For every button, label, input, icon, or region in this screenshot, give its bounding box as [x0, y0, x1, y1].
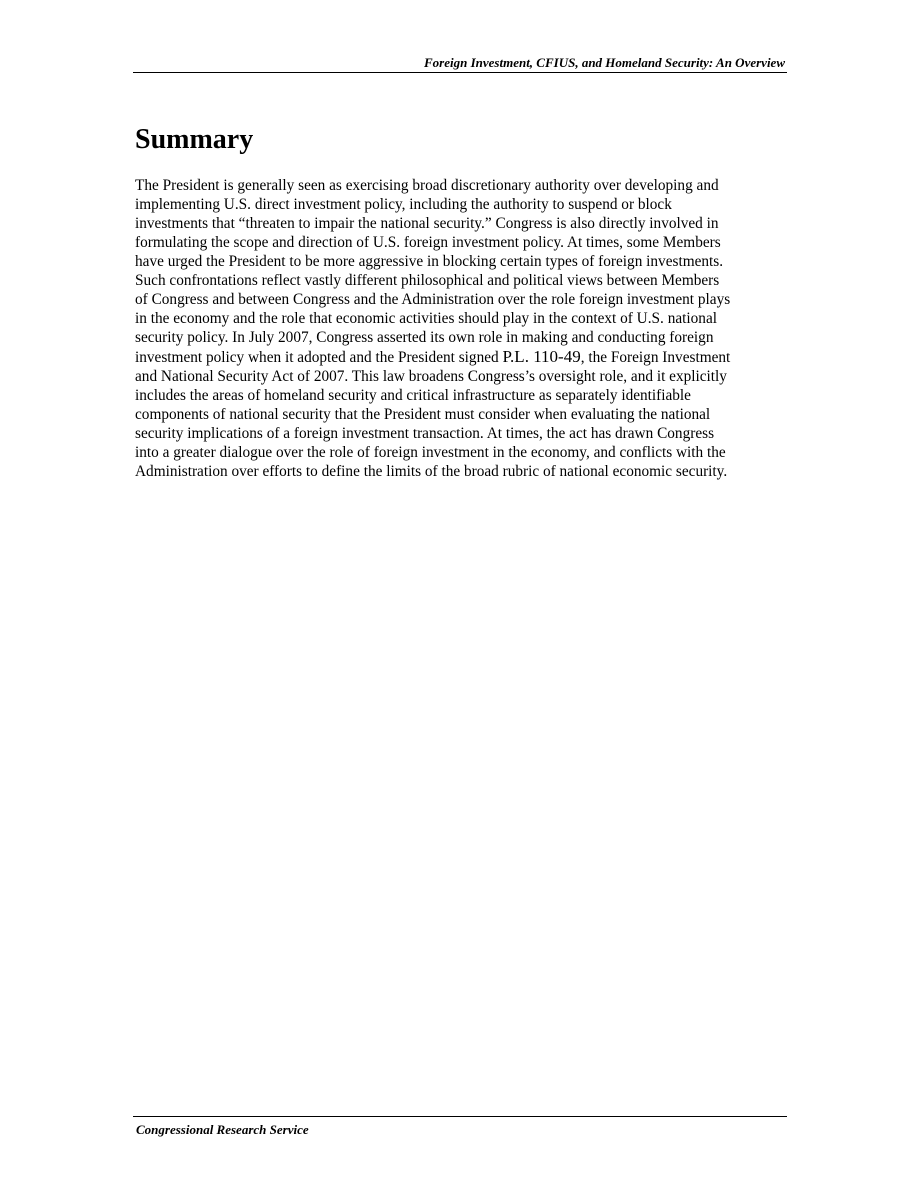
paragraph-line: security policy. In July 2007, Congress asserted its own role in making and conducting foreign	[135, 329, 714, 346]
line-text: , the Foreign Investment	[580, 349, 731, 366]
paragraph-line: The President is generally seen as exercising broad discretionary authority over developing and	[135, 177, 719, 194]
paragraph-line: Such confrontations reflect vastly different philosophical and political views between Members	[135, 272, 720, 289]
paragraph-line: and National Security Act of 2007. This law broadens Congress’s oversight role, and it explicitly	[135, 368, 727, 385]
paragraph-line: includes the areas of homeland security and critical infrastructure as separately identifiable	[135, 387, 691, 404]
paragraph-line: in the economy and the role that economic activities should play in the context of U.S. national	[135, 310, 717, 327]
section-heading: Summary	[135, 124, 254, 155]
paragraph-line: Administration over efforts to define the limits of the broad rubric of national economic security.	[135, 463, 728, 480]
paragraph-line: security implications of a foreign investment transaction. At times, the act has drawn Congress	[135, 425, 715, 442]
page-header	[133, 54, 787, 73]
public-law-reference: P.L. 110-49	[502, 347, 581, 366]
footer-organization: Congressional Research Service	[136, 1122, 309, 1137]
line-text: investment policy when it adopted and the President signed	[135, 349, 503, 366]
paragraph-line: implementing U.S. direct investment policy, including the authority to suspend or block	[135, 196, 672, 213]
summary-paragraph	[135, 176, 785, 481]
paragraph-line: formulating the scope and direction of U.S. foreign investment policy. At times, some Members	[135, 234, 721, 251]
paragraph-line: into a greater dialogue over the role of foreign investment in the economy, and conflicts with the	[135, 444, 726, 461]
page-footer	[133, 1116, 787, 1137]
paragraph-line: have urged the President to be more aggressive in blocking certain types of foreign investments.	[135, 253, 724, 270]
running-title: Foreign Investment, CFIUS, and Homeland Security: An Overview	[423, 55, 785, 70]
paragraph-line	[135, 347, 785, 367]
paragraph-line: components of national security that the President must consider when evaluating the national	[135, 406, 711, 423]
paragraph-line: of Congress and between Congress and the Administration over the role foreign investment plays	[135, 291, 731, 308]
paragraph-line: investments that “threaten to impair the national security.” Congress is also directly involved in	[135, 215, 719, 232]
